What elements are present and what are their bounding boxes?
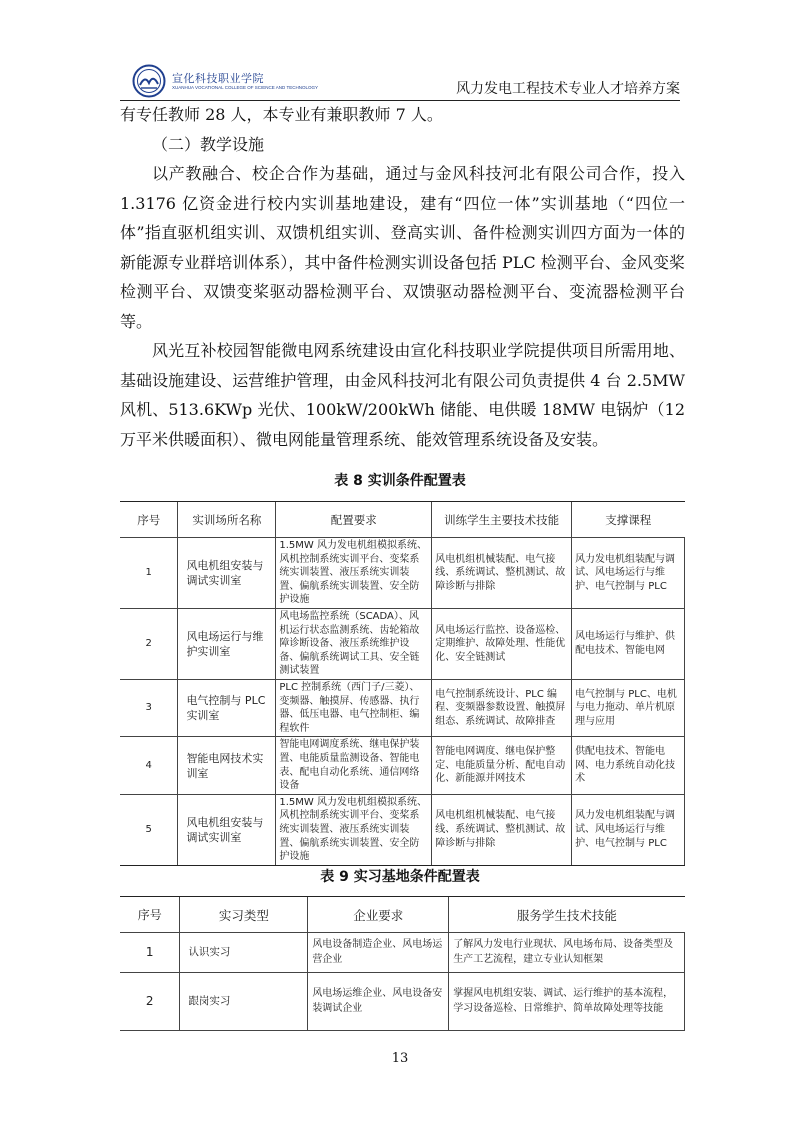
trained-skills: 风电机组机械装配、电气接线、系统调试、整机测试、故障诊断与排除 (432, 794, 572, 865)
school-logo-icon (132, 64, 166, 98)
internship-type: 认识实习 (180, 933, 308, 973)
table-header-row (120, 897, 685, 933)
config-requirement: PLC 控制系统（西门子/三菱）、变频器、触摸屏、传感器、执行器、低压电器、电气控制柜、编程软件 (276, 680, 432, 737)
row-number: 2 (120, 609, 178, 680)
row-number: 3 (120, 680, 178, 737)
internship-type: 跟岗实习 (180, 973, 308, 1031)
table-row (120, 538, 685, 609)
config-requirement: 1.5MW 风力发电机组模拟系统、风机控制系统实训平台、变桨系统实训装置、液压系统实训装置、偏航系统实训装置、安全防护设施 (276, 794, 432, 865)
room-name: 风电机组安装与调试实训室 (178, 794, 276, 865)
supporting-courses: 风力发电机组装配与调试、风电场运行与维护、电气控制与 PLC (572, 538, 685, 609)
supporting-courses: 电气控制与 PLC、电机与电力拖动、单片机原理与应用 (572, 680, 685, 737)
table-row (120, 933, 685, 973)
supporting-courses: 供配电技术、智能电网、电力系统自动化技术 (572, 737, 685, 794)
room-name: 风电机组安装与调试实训室 (178, 538, 276, 609)
column-header: 配置要求 (276, 502, 432, 538)
school-name-en: XUANHUA VOCATIONAL COLLEGE OF SCIENCE AND TECHNOLOGY (172, 85, 318, 90)
column-header: 序号 (120, 897, 180, 933)
column-header: 服务学生技术技能 (449, 897, 685, 933)
row-number: 1 (120, 933, 180, 973)
supporting-courses: 风力发电机组装配与调试、风电场运行与维护、电气控制与 PLC (572, 794, 685, 865)
table-header-row (120, 502, 685, 538)
training-conditions-table (120, 501, 685, 866)
student-skills: 了解风力发电行业现状、风电场布局、设备类型及生产工艺流程，建立专业认知框架 (449, 933, 685, 973)
column-header: 训练学生主要技术技能 (432, 502, 572, 538)
internship-base-table (120, 896, 685, 1031)
column-header: 实训场所名称 (178, 502, 276, 538)
room-name: 智能电网技术实训室 (178, 737, 276, 794)
table8-caption: 表 8 实训条件配置表 (334, 473, 466, 489)
page-header (120, 64, 680, 101)
trained-skills: 电气控制系统设计、PLC 编程、变频器参数设置、触摸屏组态、系统调试、故障排查 (432, 680, 572, 737)
school-name: 宣化科技职业学院 (172, 72, 264, 85)
room-name: 风电场运行与维护实训室 (178, 609, 276, 680)
table-row (120, 680, 685, 737)
section-heading: （二）教学设施 (152, 134, 265, 154)
page-number: 13 (391, 1051, 409, 1066)
room-name: 电气控制与 PLC 实训室 (178, 680, 276, 737)
row-number: 4 (120, 737, 178, 794)
paragraph-facilities: 以产教融合、校企合作为基础，通过与金风科技河北有限公司合作，投入 1.3176 亿资金进行校内实训基地建设，建有“四位一体”实训基地（“四位一体”指直驱机组实训、双馈机组实训、登高实训、备件检测实训四方面为一体的新能源专业群培训体系），其中备件检测实训设备包括 PLC 检测平台、金风变桨检测平台、双馈变桨驱动器检测平台、双馈驱动器检测平台、变流器检测平台等。 (120, 164, 685, 331)
column-header: 实习类型 (180, 897, 308, 933)
row-number: 1 (120, 538, 178, 609)
column-header: 支撑课程 (572, 502, 685, 538)
table9-caption: 表 9 实习基地条件配置表 (320, 869, 480, 885)
config-requirement: 风电场监控系统（SCADA）、风机运行状态监测系统、齿轮箱故障诊断设备、液压系统维护设备、偏航系统调试工具、安全链测试装置 (276, 609, 432, 680)
body-text (120, 100, 685, 454)
table-row (120, 737, 685, 794)
row-number: 5 (120, 794, 178, 865)
config-requirement: 1.5MW 风力发电机组模拟系统、风机控制系统实训平台、变桨系统实训装置、液压系统实训装置、偏航系统实训装置、安全防护设施 (276, 538, 432, 609)
paragraph-teachers: 有专任教师 28 人，本专业有兼职教师 7 人。 (120, 105, 443, 124)
column-header: 企业要求 (308, 897, 449, 933)
supporting-courses: 风电场运行与维护、供配电技术、智能电网 (572, 609, 685, 680)
trained-skills: 风电机组机械装配、电气接线、系统调试、整机测试、故障诊断与排除 (432, 538, 572, 609)
paragraph-microgrid: 风光互补校园智能微电网系统建设由宣化科技职业学院提供项目所需用地、基础设施建设、运营维护管理，由金风科技河北有限公司负责提供 4 台 2.5MW 风机、513.6KWp 光伏、100kW/200kWh 储能、电供暖 18MW 电锅炉（12 万平米供暖面积）、微电网能量管理系统、能效管理系统设备及安装。 (120, 341, 685, 449)
student-skills: 掌握风电机组安装、调试、运行维护的基本流程，学习设备巡检、日常维护、简单故障处理等技能 (449, 973, 685, 1031)
document-title: 风力发电工程技术专业人才培养方案 (456, 81, 680, 97)
table-row (120, 609, 685, 680)
enterprise-requirement: 风电场运维企业、风电设备安装调试企业 (308, 973, 449, 1031)
enterprise-requirement: 风电设备制造企业、风电场运营企业 (308, 933, 449, 973)
row-number: 2 (120, 973, 180, 1031)
trained-skills: 智能电网调度、继电保护整定、电能质量分析、配电自动化、新能源并网技术 (432, 737, 572, 794)
table-row (120, 794, 685, 865)
config-requirement: 智能电网调度系统、继电保护装置、电能质量监测设备、智能电表、配电自动化系统、通信网络设备 (276, 737, 432, 794)
table-row (120, 973, 685, 1031)
column-header: 序号 (120, 502, 178, 538)
trained-skills: 风电场运行监控、设备巡检、定期维护、故障处理、性能优化、安全链测试 (432, 609, 572, 680)
